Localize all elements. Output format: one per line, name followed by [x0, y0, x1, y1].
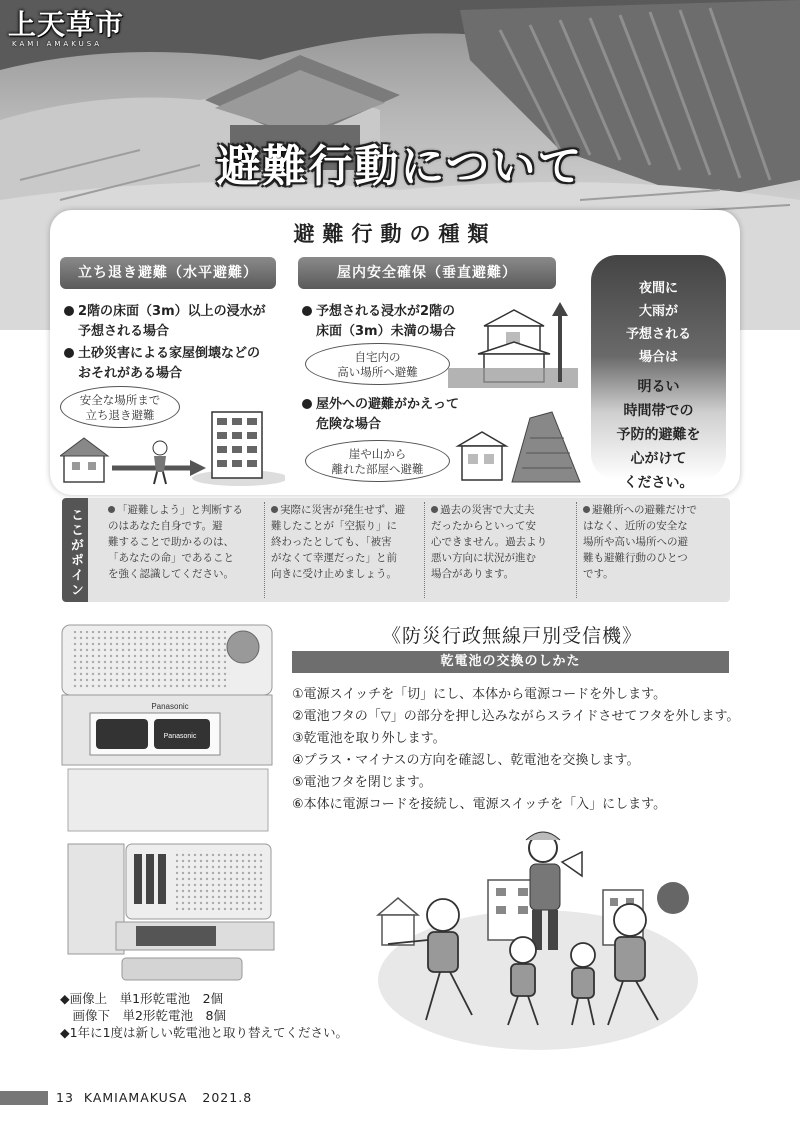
night-advisory-line: ください。 [623, 475, 694, 491]
receiver-section-title: 《防災行政無線戸別受信機》 [382, 625, 643, 647]
types-heading: 避難行動の種類 [293, 222, 497, 246]
night-advisory-panel [591, 255, 726, 491]
battery-brand-label: Panasonic [163, 733, 197, 740]
vertical-speech-bubble-2: 崖や山から 離れた部屋へ避難 [305, 440, 450, 482]
vertical-evacuation-label: 屋内安全確保（垂直避難） [298, 257, 556, 289]
city-logo-text: 上天草市 [8, 8, 125, 41]
night-advisory-line: 時間帯での [623, 403, 694, 419]
key-points-strip [42, 498, 730, 602]
caption-line: 画像下 単2形乾電池 8個 [60, 1008, 226, 1023]
battery-exchange-steps [292, 684, 762, 816]
step-item: ②電池フタの「▽」の部分を押し込みながらスライドさせてフタを外します。 [292, 709, 740, 724]
receiver-open-photo [60, 623, 275, 833]
point-item: 「避難しよう」と判断する のはあなた自身です。避 難することで助かるのは、 「あなたの命」であること を強く認識してください。 [108, 504, 243, 580]
night-advisory-line: 大雨が [638, 304, 678, 319]
vertical-condition-2: 屋外への避難がかえって 危険な場合 [302, 395, 459, 435]
issue-date: 2021.8 [202, 1090, 253, 1105]
magazine-name: KAMIAMAKUSA [83, 1090, 188, 1105]
night-advisory-line: 明るい [637, 379, 680, 395]
battery-exchange-subtitle: 乾電池の交換のしかた [292, 651, 729, 673]
page-title: 避難行動について [216, 141, 584, 192]
vertical-speech-bubble-1: 自宅内の 高い場所へ避難 [305, 343, 450, 385]
point-item: 過去の災害で大丈夫 だったからといって安 心できません。過去より 悪い方向に状況が進む 場合があります。 [424, 502, 572, 598]
footer-accent-bar [0, 1091, 48, 1105]
device-brand-label: Panasonic [151, 702, 189, 711]
step-item: ③乾電池を取り外します。 [292, 731, 446, 746]
city-logo [8, 10, 128, 50]
horizontal-condition-1: 2階の床面（3m）以上の浸水が 予想される場合 [64, 302, 266, 342]
key-points-tag: ここがポイント！ [62, 498, 88, 602]
step-item: ④プラス・マイナスの方向を確認し、乾電池を交換します。 [292, 753, 640, 768]
night-advisory-line: 予防的避難を [616, 427, 701, 443]
point-item: 避難所への避難だけで はなく、近所の安全な 場所や高い場所への避 難も避難行動のひとつ です。 [576, 502, 726, 598]
night-advisory-line: 予想される [625, 327, 691, 342]
point-item: 実際に災害が発生せず、避 難したことが「空振り」に 終わったとしても、「被害 がなくて幸運だった」と前 向きに受け止めましょう。 [264, 502, 422, 598]
page-number: 13 [56, 1090, 74, 1105]
receiver-back-photo [66, 840, 276, 985]
evacuation-types-panel [50, 210, 740, 495]
caption-line: ◆画像上 単1形乾電池 2個 [60, 991, 224, 1006]
caption-line: ◆1年に1度は新しい乾電池と取り替えてください。 [60, 1025, 349, 1040]
step-item: ⑥本体に電源コードを接続し、電源スイッチを「入」にします。 [292, 797, 667, 812]
night-advisory-line: 夜間に [638, 281, 678, 296]
city-logo-romaji: KAMI AMAKUSA [12, 40, 103, 48]
footer-text [56, 1090, 252, 1105]
flooded-house-illustration [448, 302, 578, 392]
horizontal-evacuation-label: 立ち退き避難（水平避難） [60, 257, 276, 289]
step-item: ⑤電池フタを閉じます。 [292, 775, 432, 790]
horizontal-speech-bubble: 安全な場所まで 立ち退き避難 [60, 386, 180, 428]
night-advisory-line: 心がけて [630, 451, 687, 467]
step-item: ①電源スイッチを「切」にし、本体から電源コードを外します。 [292, 687, 667, 702]
night-advisory-line: 場合は [638, 350, 678, 365]
vertical-condition-1: 予想される浸水が2階の 床面（3m）未満の場合 [302, 302, 456, 342]
horizontal-condition-2: 土砂災害による家屋倒壊などの おそれがある場合 [64, 344, 260, 384]
landslide-house-illustration [452, 408, 582, 488]
evacuating-family-illustration [368, 820, 708, 1050]
walking-to-shelter-illustration [60, 400, 285, 490]
battery-captions [60, 990, 348, 1041]
page-footer [0, 1088, 800, 1108]
